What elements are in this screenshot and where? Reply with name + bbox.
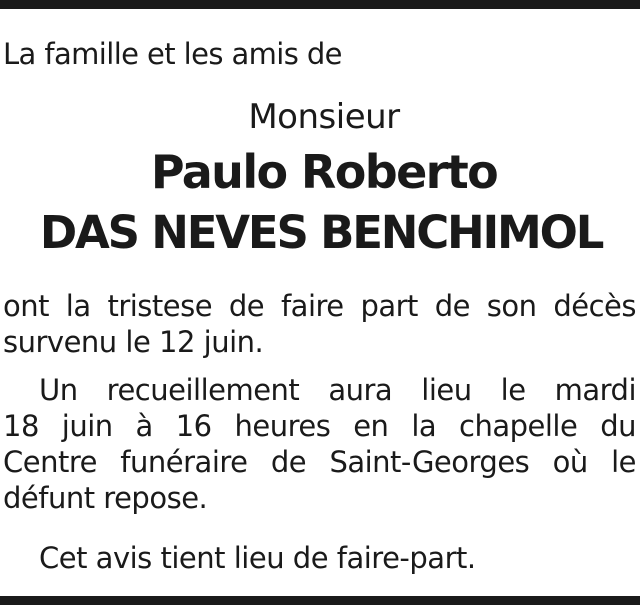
intro-text: La famille et les amis de [3, 37, 342, 71]
closing-line: Cet avis tient lieu de faire-part. [39, 541, 476, 575]
deceased-first-name: Paulo Roberto [150, 145, 498, 199]
closing-paragraph [3, 540, 636, 576]
bottom-border-rule [0, 596, 640, 605]
ceremony-line-3: Centre funéraire de Saint-Georges où le [3, 445, 636, 479]
top-border-rule [0, 0, 640, 9]
ceremony-line-1: Un recueillement aura lieu le mardi [39, 373, 636, 407]
announcement-line-1: ont la tristese de faire part de son décès [3, 289, 636, 323]
ceremony-line-4: défunt repose. [3, 481, 208, 515]
ceremony-line-2: 18 juin à 16 heures en la chapelle du [3, 409, 636, 443]
announcement-line-2: survenu le 12 juin. [3, 325, 264, 359]
deceased-last-name: DAS NEVES BENCHIMOL [39, 206, 603, 259]
announcement-paragraph [3, 288, 636, 360]
honorific: Monsieur [248, 97, 400, 137]
ceremony-paragraph [3, 372, 636, 516]
